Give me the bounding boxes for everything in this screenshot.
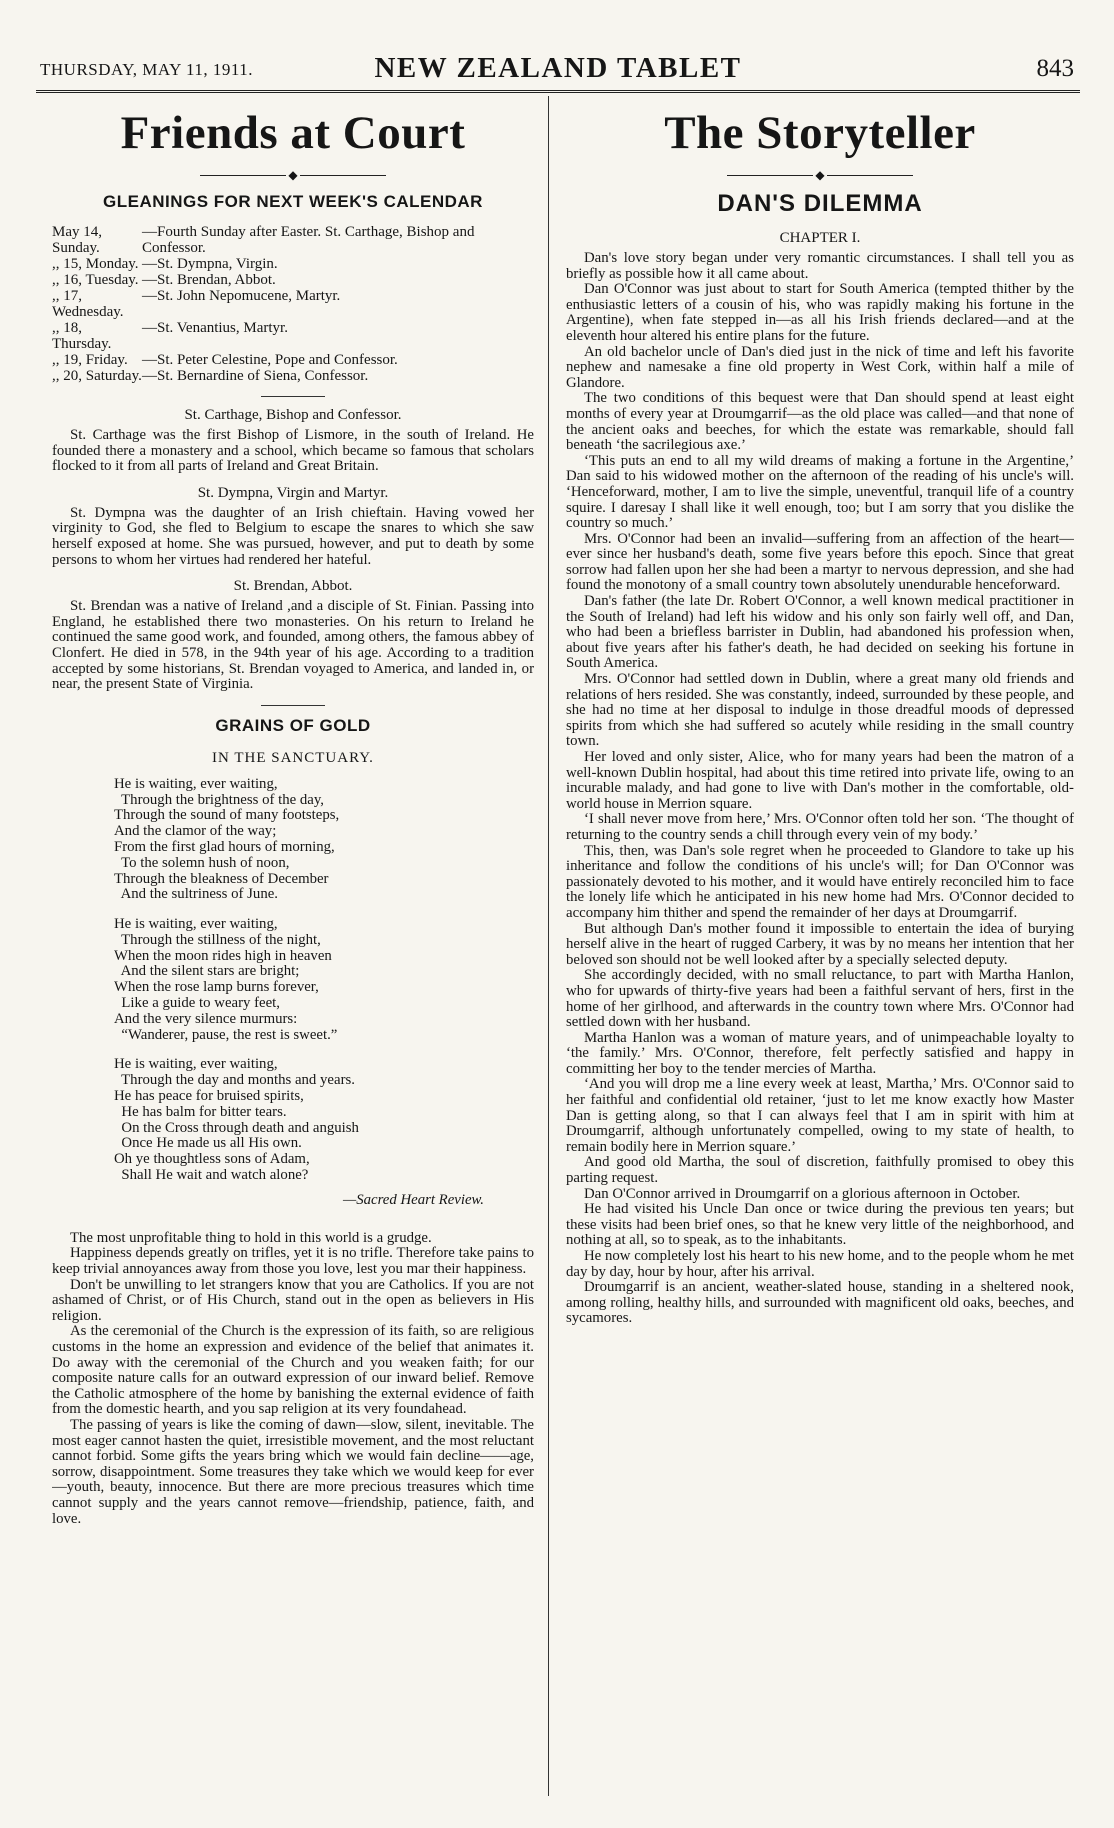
story-paragraph: ‘And you will drop me a line every week at least, Martha,’ Mrs. O'Connor said to her faithful and confidential old retainer, ‘just to let me know exactly how Master Dan is getting along, so that I can always feel that I am in spirit with him at Droumgarrif, although unfortunately compelled, owing to my state of health, to remain bodily here in Merrion square.’ — [566, 1076, 1074, 1155]
poem-line: Oh ye thoughtless sons of Adam, — [114, 1151, 310, 1168]
saint-body: St. Carthage was the first Bishop of Lismore, in the south of Ireland. He founded there a monastery and a school, which became so famous that scholars flocked to it from all parts of Ireland and Great Britain. — [52, 427, 534, 475]
story-paragraph: And good old Martha, the soul of discretion, faithfully promised to obey this parting request. — [566, 1154, 1074, 1187]
calendar-heading: GLEANINGS FOR NEXT WEEK'S CALENDAR — [103, 192, 483, 211]
saint-body: St. Dympna was the daughter of an Irish chieftain. Having vowed her virginity to God, she fled to Belgium to escape the snares to which she saw herself exposed at home. She was pursued, however, and put to death by some persons to whom her virtues had rendered her hateful. — [52, 504, 534, 568]
story-paragraph: Dan's father (the late Dr. Robert O'Connor, a well known medical practitioner in the South of Ireland) had left his widow and his only son fairly well off, and Dan, who had been a briefless barrister in Dublin, had abandoned his profession when, about five years after his father's death, he had decided on seeking his fortune in South America. — [566, 593, 1074, 672]
poem-line: And the clamor of the way; — [114, 823, 277, 840]
poem-line: On the Cross through death and anguish — [114, 1119, 359, 1136]
poem-line: Once He made us all His own. — [114, 1135, 302, 1152]
maxim-paragraph: Happiness depends greatly on trifles, yet it is no trifle. Therefore take pains to keep trivial annoyances away from those you love, lest you mar their happiness. — [52, 1245, 534, 1278]
poem-line: Through the day and months and years. — [114, 1072, 355, 1089]
poem-line: When the moon rides high in heaven — [114, 947, 332, 964]
poem-line: Through the bleakness of December — [114, 870, 329, 887]
title-ornament: ◆ — [52, 166, 534, 184]
story-paragraph: ‘This puts an end to all my wild dreams of making a fortune in the Argentine,’ Dan said to his widowed mother on the afternoon of the reading of his uncle's will. ‘Henceforward, mother, I am to live the simple, uneventful, tranquil life of a country squire. I daresay I shall like it well enough, too; but I am sorry that you dislike the country so much.’ — [566, 452, 1074, 532]
column-divider — [548, 96, 549, 1796]
poem-line: Through the stillness of the night, — [114, 931, 321, 948]
poem-line: He has peace for bruised spirits, — [114, 1088, 304, 1105]
poem-line: He has balm for bitter tears. — [114, 1103, 287, 1120]
right-column — [566, 96, 1074, 1796]
title-ornament: ◆ — [566, 166, 1074, 184]
issue-date: THURSDAY, MAY 11, 1911. — [40, 60, 254, 79]
poem-line: “Wanderer, pause, the rest is sweet.” — [114, 1026, 338, 1043]
story-paragraph: Dan's love story began under very romantic circumstances. I shall tell you as briefly as possible how it all came about. — [566, 250, 1074, 282]
calendar-list — [52, 224, 534, 384]
poem-line: Through the brightness of the day, — [114, 791, 324, 808]
poem-stanza — [114, 917, 534, 1043]
friends-at-court-title: Friends at Court — [120, 107, 466, 159]
calendar-entry: ,, 16, Tuesday. —St. Brendan, Abbot. — [52, 272, 276, 288]
story-paragraph: Mrs. O'Connor had settled down in Dublin, where a great many old friends and relations of hers resided. She was constantly, indeed, surrounded by these people, and she had no time at her disposal to indulge in those dreadful moods of depressed spirits from which she had suffered so acutely while residing in the small country town. — [566, 671, 1074, 750]
calendar-entry: ,, 18, Thursday. —St. Venantius, Martyr. — [52, 320, 288, 352]
story-paragraph: ‘I shall never move from here,’ Mrs. O'Connor often told her son. ‘The thought of returning to the country sends a chill through every vein of my body.’ — [566, 811, 1074, 843]
saint-body: St. Brendan was a native of Ireland ,and a disciple of St. Finian. Passing into England, he established there two monasteries. On his return to Ireland he continued the same good work, and founded, among others, the famous abbey of Clonfert. He died in 578, in the 94th year of his age. According to a tradition accepted by some historians, St. Brendan voyaged to America, and landed in, or near, the present State of Virginia. — [52, 598, 534, 693]
story-paragraph: This, then, was Dan's sole regret when he proceeded to Glandore to take up his inheritance and follow the conditions of his uncle's will; for Dan O'Connor was passionately devoted to his mother, and it would have entirely reconciled him to face the lonely life which he anticipated in his new home had Mrs. O'Connor decided to accompany him thither and spend the remainder of her days at Droumgarrif. — [566, 842, 1074, 921]
story-paragraph: Droumgarrif is an ancient, weather-slated house, standing in a sheltered nook, among rolling, healthy hills, and surrounded with magnificent old oaks, beeches, and sycamores. — [566, 1279, 1074, 1327]
poem-line: Shall He wait and watch alone? — [114, 1167, 309, 1184]
poem-line: He is waiting, ever waiting, — [114, 916, 278, 933]
poem-line: Through the sound of many footsteps, — [114, 807, 340, 824]
story-paragraph: But although Dan's mother found it impossible to entertain the idea of burying herself alive in the heart of rugged Carbery, it was by no means her intention that her beloved son should not be well looked after by a specially selected deputy. — [566, 920, 1074, 968]
saint-heading: St. Brendan, Abbot. — [233, 578, 353, 595]
story-title: DAN'S DILEMMA — [717, 190, 923, 217]
maxim-paragraph: As the ceremonial of the Church is the expression of its faith, so are religious customs in the home an expression and evidence of the belief that animates it. Do away with the ceremonial of the Church and you weaken faith; for our composite nature calls for an outward expression of our inward belief. Remove the Catholic atmosphere of the home by banishing the external evidence of faith from the domestic hearth, and you sap religion at its very foundahead. — [52, 1323, 534, 1418]
story-paragraph: Mrs. O'Connor had been an invalid—suffering from an affection of the heart—ever since her husband's death, some five years before this epoch. Since that great sorrow had fallen upon her she had been a martyr to nervous depression, and she had found the monotony of a small country town absolutely unendurable henceforward. — [566, 530, 1074, 594]
poem-line: And the silent stars are bright; — [114, 963, 300, 980]
story-paragraph: Her loved and only sister, Alice, who for many years had been the matron of a well-known Dublin hospital, had about this time retired into private life, owing to an incurable malady, and had gone to live with Dan's mother in the comfortable, old-world house in Merrion square. — [566, 749, 1074, 812]
section-rule — [261, 396, 325, 397]
poem-line: He is waiting, ever waiting, — [114, 775, 278, 792]
story-paragraph: An old bachelor uncle of Dan's died just in the nick of time and left his favorite nephew and namesake a fine old property in West Cork, within half a mile of Glandore. — [566, 343, 1074, 391]
left-column — [52, 96, 534, 1796]
calendar-entry: ,, 17, Wednesday. —St. John Nepomucene, Martyr. — [52, 288, 341, 320]
chapter-heading: CHAPTER I. — [779, 230, 861, 246]
storyteller-title: The Storyteller — [664, 107, 976, 159]
story-paragraph: She accordingly decided, with no small reluctance, to part with Martha Hanlon, who for upwards of thirty-five years had been a faithful servant of hers, first in the home of her girlhood, and afterwards in the country town where Mrs. O'Connor had settled down with her husband. — [566, 967, 1074, 1031]
maxim-paragraph: The most unprofitable thing to hold in this world is a grudge. — [70, 1229, 432, 1246]
poem-title: IN THE SANCTUARY. — [212, 749, 374, 766]
story-paragraph: He now completely lost his heart to his new home, and to the people whom he met day by day, hour by hour, after his arrival. — [566, 1248, 1074, 1280]
poem-line: When the rose lamp burns forever, — [114, 979, 319, 996]
poem-credit: —Sacred Heart Review. — [343, 1191, 484, 1208]
poem-stanza — [114, 777, 534, 903]
poem-stanza — [114, 1057, 534, 1183]
calendar-entry: ,, 20, Saturday. —St. Bernardine of Siena, Confessor. — [52, 368, 369, 384]
grains-heading: GRAINS OF GOLD — [215, 715, 371, 735]
poem-line: From the first glad hours of morning, — [114, 838, 335, 855]
newspaper-title: NEW ZEALAND TABLET — [374, 52, 742, 84]
section-rule — [261, 705, 325, 706]
calendar-entry: May 14, Sunday. —Fourth Sunday after Easter. St. Carthage, Bishop and Confessor. — [52, 224, 475, 256]
calendar-entry: ,, 15, Monday. —St. Dympna, Virgin. — [52, 256, 278, 272]
calendar-entry: ,, 19, Friday. —St. Peter Celestine, Pope and Confessor. — [52, 352, 398, 368]
poem-line: And the sultriness of June. — [114, 886, 278, 903]
story-paragraph: Dan O'Connor was just about to start for South America (tempted thither by the enthusiastic letters of a cousin of his, who was rapidly making his fortune in the Argentine), when fate stepped in—as all his Irish friends declared—and at the eleventh hour altered his entire plans for the future. — [566, 281, 1074, 344]
story-paragraph: He had visited his Uncle Dan once or twice during the previous ten years; but these visits had been brief ones, so that he knew very little of the neighborhood, and nothing at all, so to speak, as to the inhabitants. — [566, 1201, 1074, 1249]
masthead — [36, 52, 1080, 93]
poem-line: To the solemn hush of noon, — [114, 854, 290, 871]
story-paragraph: Martha Hanlon was a woman of mature years, and of unimpeachable loyalty to ‘the family.’ Mrs. O'Connor, therefore, felt perfectly satisfied and happy in committing her boy to the tender mercies of Martha. — [566, 1029, 1074, 1077]
page-number: 843 — [1036, 55, 1074, 82]
story-paragraph: The two conditions of this bequest were that Dan should spend at least eight months of every year at Droumgarrif—as the old place was called—and that none of the ancient oaks and beeches, for which the estate was remarkable, should fall beneath ‘the sacrilegious axe.’ — [566, 390, 1074, 454]
saint-heading: St. Carthage, Bishop and Confessor. — [184, 407, 402, 423]
poem-line: And the very silence murmurs: — [114, 1010, 298, 1027]
saint-heading: St. Dympna, Virgin and Martyr. — [197, 484, 389, 501]
story-paragraph: Dan O'Connor arrived in Droumgarrif on a glorious afternoon in October. — [584, 1185, 1021, 1202]
maxim-paragraph: The passing of years is like the coming of dawn—slow, silent, inevitable. The most eager cannot hasten the quiet, irresistible movement, and the most reluctant cannot forbid. Some gifts the years bring which we would fain decline——age, sorrow, disappointment. Some treasures they take which we would keep for ever—youth, beauty, innocence. But there are more precious treasures which time cannot supply and the years cannot remove—friendship, patience, faith, and love. — [52, 1416, 534, 1527]
poem-line: Like a guide to weary feet, — [114, 995, 280, 1012]
maxim-paragraph: Don't be unwilling to let strangers know that you are Catholics. If you are not ashamed of Christ, or of His Church, stand out in the open as believers in His religion. — [52, 1276, 534, 1324]
poem-line: He is waiting, ever waiting, — [114, 1056, 278, 1073]
